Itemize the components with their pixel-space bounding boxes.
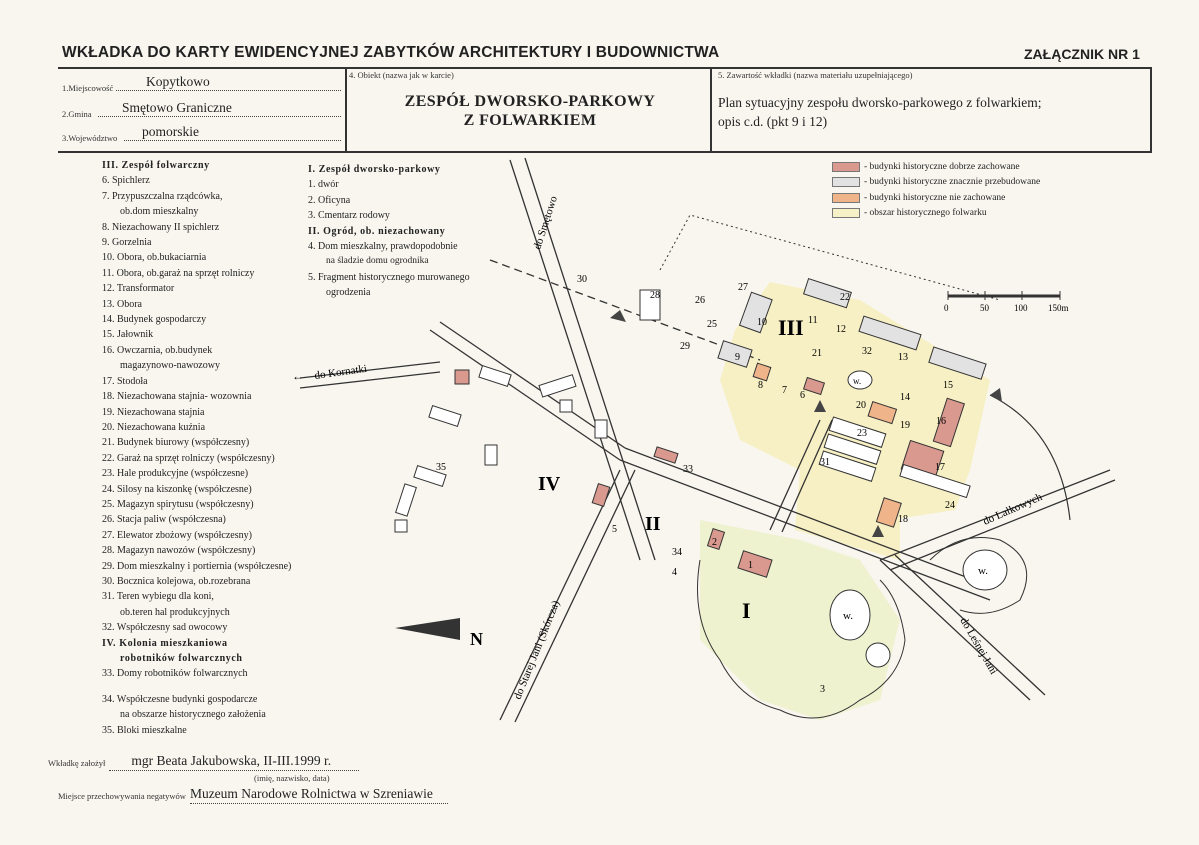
zawartosc-line-1: Plan sytuacyjny zespołu dworsko-parkowego z folwarkiem; — [718, 95, 1042, 110]
author-field — [48, 752, 359, 783]
obiekt-label: 4. Obiekt (nazwa jak w karcie) — [349, 70, 454, 80]
road-label: do Lalkowych — [981, 491, 1044, 528]
building-number: 26 — [695, 295, 705, 306]
building-number: 19 — [900, 420, 910, 431]
legend-item: 1. dwór — [308, 179, 339, 191]
road-label: do Kornatki — [313, 362, 368, 382]
building-number: 22 — [840, 292, 850, 303]
legend-item: 29. Dom mieszkalny i portiernia (współczesne) — [102, 560, 292, 572]
legend-item: 13. Obora — [102, 298, 142, 310]
north-label: N — [470, 629, 483, 649]
legend-item: 3. Cmentarz rodowy — [308, 210, 390, 222]
map-legend-label: - budynki historyczne nie zachowane — [864, 192, 1006, 203]
building-number: 16 — [936, 416, 946, 427]
legend-item: ogrodzenia — [326, 287, 371, 299]
building-number: 2 — [712, 537, 717, 548]
legend-item: 8. Niezachowany II spichlerz — [102, 221, 220, 233]
field-value: pomorskie — [142, 124, 199, 139]
map-legend-label: - obszar historycznego folwarku — [864, 208, 987, 219]
legend-item: 27. Elewator zbożowy (współczesny) — [102, 529, 252, 541]
zone-label: IV — [538, 473, 561, 495]
legend-item: 16. Owczarnia, ob.budynek — [102, 344, 213, 356]
scale-bar — [944, 291, 1069, 313]
building-number: 13 — [898, 352, 908, 363]
zone-label: II — [645, 513, 661, 535]
scale-tick: 100 — [1014, 303, 1028, 313]
north-arrow-icon — [395, 618, 460, 640]
field-label: 1.Miejscowość — [62, 83, 114, 93]
building-number: 10 — [757, 317, 767, 328]
page-title: WKŁADKA DO KARTY EWIDENCYJNEJ ZABYTKÓW ARCHITEKTURY I BUDOWNICTWA — [62, 44, 720, 61]
building-number: 4 — [672, 567, 677, 578]
building-number: 3 — [820, 684, 825, 695]
building-number: 20 — [856, 400, 866, 411]
left-arrow-icon: ← — [292, 369, 304, 383]
building-number: 5 — [612, 524, 617, 535]
building-number: 14 — [900, 392, 910, 403]
water-label: w. — [843, 610, 853, 622]
legend-item: 4. Dom mieszkalny, prawdopodobnie — [308, 241, 458, 253]
road-label: do Leśnej Jani — [957, 615, 1000, 677]
legend-item: 34. Współczesne budynki gospodarcze — [102, 693, 258, 705]
legend-item: 32. Współczesny sad owocowy — [102, 622, 228, 634]
zawartosc-line-2: opis c.d. (pkt 9 i 12) — [718, 114, 828, 129]
building-number: 24 — [945, 500, 955, 511]
building-number: 25 — [707, 319, 717, 330]
pond — [866, 643, 890, 667]
legend-item: 15. Jałownik — [102, 329, 154, 341]
legend-item: 6. Spichlerz — [102, 175, 150, 187]
legend-item: 11. Obora, ob.garaż na sprzęt rolniczy — [102, 267, 255, 279]
zawartosc-label: 5. Zawartość wkładki (nazwa materiału uzupełniającego) — [718, 70, 913, 80]
water-label: w. — [978, 565, 988, 577]
building-number: 1 — [748, 560, 753, 571]
legend-item: 26. Stacja paliw (współczesna) — [102, 514, 226, 526]
legend-item: magazynowo-nawozowy — [120, 360, 220, 372]
legend-item: 18. Niezachowana stajnia- wozownia — [102, 391, 252, 403]
building-number: 8 — [758, 380, 763, 391]
legend-item: ob.dom mieszkalny — [120, 206, 199, 218]
legend-item: ob.teren hal produkcyjnych — [120, 606, 230, 618]
legend-section-1: I. Zespół dworsko-parkowy — [308, 164, 441, 175]
author-value: mgr Beata Jakubowska, II-III.1999 r. — [131, 753, 332, 768]
obiekt-line-1: ZESPÓŁ DWORSKO-PARKOWY — [404, 93, 656, 110]
legend-item: 2. Oficyna — [308, 194, 351, 206]
legend-item: 28. Magazyn nawozów (współczesny) — [102, 545, 256, 557]
legend-item: 25. Magazyn spirytusu (współczesny) — [102, 498, 254, 510]
author-label: Wkładkę założył — [48, 758, 106, 768]
field-label: 3.Województwo — [62, 133, 118, 143]
legend-item: 30. Bocznica kolejowa, ob.rozebrana — [102, 575, 251, 587]
legend-section-4: IV. Kolonia mieszkaniowa — [102, 637, 228, 649]
building-number: 15 — [943, 380, 953, 391]
building-number: 33 — [683, 464, 693, 475]
author-hint: (imię, nazwisko, data) — [254, 773, 330, 783]
building-number: 11 — [808, 315, 818, 326]
building-number: 12 — [836, 324, 846, 335]
building-number: 34 — [672, 547, 682, 558]
map-legend-label: - budynki historyczne znacznie przebudowane — [864, 177, 1041, 188]
legend-item: 17. Stodoła — [102, 375, 148, 387]
building-number: 28 — [650, 290, 660, 301]
building-number: 32 — [862, 346, 872, 357]
building-number: 27 — [738, 282, 748, 293]
attachment-number: ZAŁĄCZNIK NR 1 — [1024, 46, 1140, 62]
legend-item: 20. Niezachowana kuźnia — [102, 421, 206, 433]
legend-item: 10. Obora, ob.bukaciarnia — [102, 252, 207, 264]
legend-section-4-cont: robotników folwarcznych — [120, 653, 243, 664]
legend-item: 24. Silosy na kiszonkę (współczesne) — [102, 483, 252, 495]
legend-item: 7. Przypuszczalna rządcówka, — [102, 190, 223, 202]
water-label: w. — [853, 376, 862, 386]
building-number: 6 — [800, 390, 805, 401]
legend-item: 14. Budynek gospodarczy — [102, 314, 207, 326]
scale-tick: 50 — [980, 303, 989, 313]
road-label: do Smętowo — [531, 194, 560, 251]
zone-label: I — [742, 598, 751, 623]
field-label: 2.Gmina — [62, 109, 92, 119]
scale-tick: 0 — [944, 303, 949, 313]
building-number: 21 — [812, 348, 822, 359]
legend-item: 35. Bloki mieszkalne — [102, 724, 187, 736]
legend-item: na śladzie domu ogrodnika — [326, 256, 429, 267]
building-number: 7 — [782, 385, 787, 396]
building-number: 30 — [577, 274, 587, 285]
railway — [490, 260, 760, 360]
legend-item: 19. Niezachowana stajnia — [102, 406, 205, 418]
zone-label: III — [778, 315, 804, 340]
legend-item: 33. Domy robotników folwarcznych — [102, 668, 248, 680]
storage-field — [58, 785, 448, 804]
legend-item: 23. Hale produkcyjne (współczesne) — [102, 468, 249, 480]
building-number: 18 — [898, 514, 908, 525]
legend-item: 31. Teren wybiegu dla koni, — [102, 591, 214, 603]
legend-item: 21. Budynek biurowy (współczesny) — [102, 437, 250, 449]
road-label: do Starej Jani (Skórcza) — [511, 598, 563, 702]
legend-item: 9. Gorzelnia — [102, 237, 152, 249]
obiekt-line-2: Z FOLWARKIEM — [463, 112, 597, 129]
legend-item: 12. Transformator — [102, 283, 175, 295]
legend-section-2: II. Ogród, ob. niezachowany — [308, 225, 446, 237]
field-value: Smętowo Graniczne — [122, 100, 232, 115]
building-number: 17 — [935, 462, 945, 473]
legend-item: 22. Garaż na sprzęt rolniczy (współczesny) — [102, 452, 275, 464]
storage-label: Miejsce przechowywania negatywów — [58, 791, 186, 801]
legend-section-3: III. Zespół folwarczny — [102, 160, 210, 171]
legend-item: 5. Fragment historycznego murowanego — [308, 271, 470, 283]
building-number: 9 — [735, 352, 740, 363]
building-number: 23 — [857, 428, 867, 439]
storage-value: Muzeum Narodowe Rolnictwa w Szreniawie — [189, 786, 433, 801]
building-number: 31 — [820, 457, 830, 468]
field-value: Kopytkowo — [146, 74, 210, 89]
map-legend-label: - budynki historyczne dobrze zachowane — [864, 162, 1020, 172]
legend-item: na obszarze historycznego założenia — [120, 709, 266, 721]
scale-tick: 150m — [1048, 303, 1069, 313]
building-number: 29 — [680, 341, 690, 352]
building-number: 35 — [436, 462, 446, 473]
